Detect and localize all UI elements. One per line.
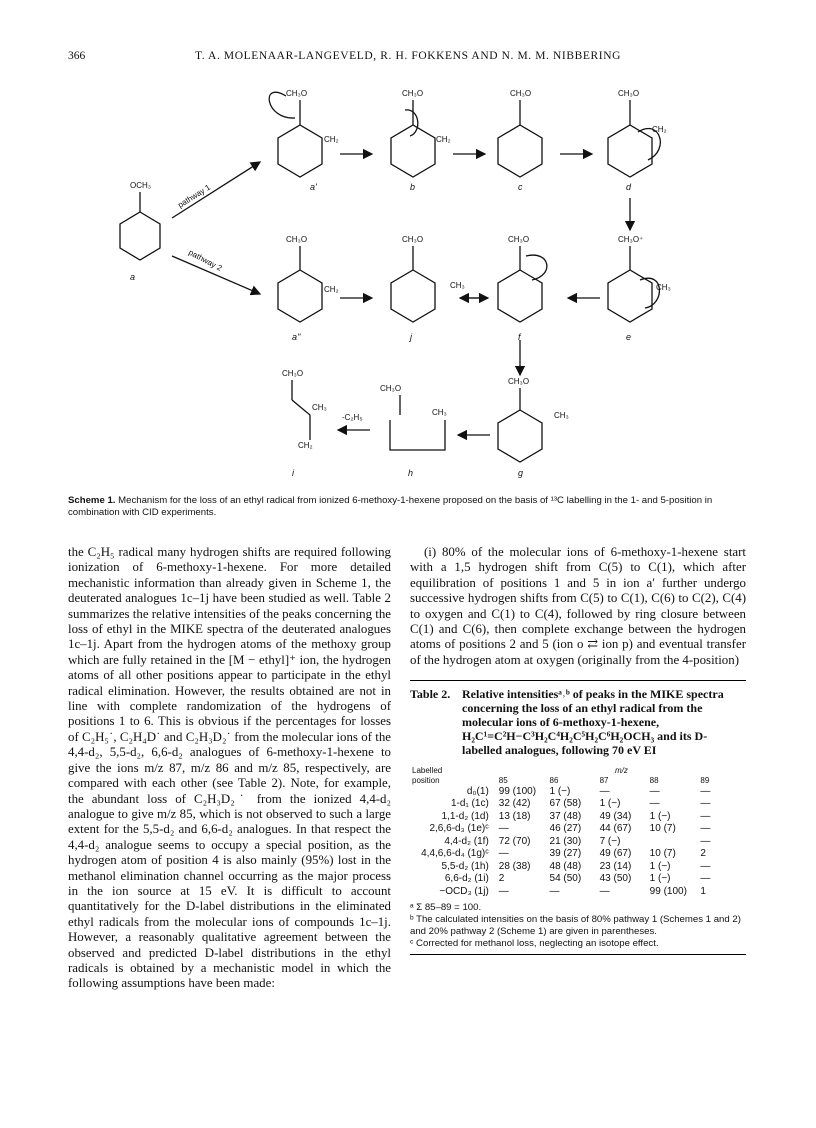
cell bbox=[648, 835, 699, 848]
cell: 23 (14) bbox=[599, 860, 632, 872]
table-row bbox=[410, 823, 746, 836]
left-column-text: the C₂H₅ radical many hydrogen shifts are required following ionization of 6-methoxy-1-hexene. For more detailed mechanistic information than already given in Scheme 1, the deuterated analogues 1c–1j have been studied as well. Table 2 summarizes the relative intensities of the peaks concerning the loss of ethyl in the MIKE spectra of the deuterated analogues 1c–1j. Apart from the hydrogen atoms of the methoxy group which are fully retained in the [M − ethyl]⁺ ion, the hydrogen atoms of all other positions appear to participate in the ethyl radical elimination. However, the results obtained are not in line with complete randomization of the hydrogens of positions 1 to 6. This is obvious if the percentages for losses of C₂H₅˙, C₂H₄D˙ and C₂H₃D₂˙ from the molecular ions of the 4,4-d₂, 5,5-d₂, 6,6-d₂ analogues of 6-methoxy-1-hexene to give the ions m/z 87, m/z 86 and m/z 85, respectively, are compared with each other (see Table 2). Note, for example, the abundant loss of C₂H₃D₂˙ from the ionized 4,4-d₂ analogue to give m/z 85, which is not observed to such a large extent for the 5,5-d₂ and 6,6-d₂ analogues. In that respect the 4,4-d₂ analogue seems to occupy a special position, as the hydrogen atom of position 4 is also mainly (95%) lost in the methanol elimination channel occurring as the major process in the ion source at 15 eV. It is difficult to account quantitatively for the D-label distributions in the eliminated ethyl radicals from the molecular ions of compounds 1c–1j. However, a reasonably qualitative agreement between the observed and predicted D-label distributions in the ethyl radicals is obtained by a mechanistic model in which the following assumptions have been made: bbox=[68, 545, 391, 991]
cell: 1 (−) bbox=[599, 798, 621, 810]
table-row bbox=[410, 848, 746, 861]
cell: — bbox=[700, 835, 711, 847]
svg-text:b: b bbox=[410, 182, 416, 192]
svg-text:a: a bbox=[130, 272, 136, 282]
cell: — bbox=[599, 785, 610, 797]
svg-text:i: i bbox=[292, 468, 294, 478]
cell: 28 (38) bbox=[498, 860, 531, 872]
footnote-b: ᵇ The calculated intensities on the basis of 80% pathway 1 (Schemes 1 and 2) and 20% pathway 2 (Scheme 1) are given in parentheses. bbox=[410, 914, 741, 937]
svg-text:CH₂: CH₂ bbox=[324, 135, 339, 144]
cell: 32 (42) bbox=[498, 798, 531, 810]
row-label: 1-d₁ (1c) bbox=[450, 798, 489, 810]
svg-text:CH₃: CH₃ bbox=[656, 283, 671, 292]
head-mz: m/z bbox=[614, 765, 628, 775]
svg-text:CH₃O: CH₃O bbox=[618, 89, 640, 98]
table-title bbox=[410, 687, 746, 757]
svg-text:h: h bbox=[408, 468, 414, 478]
table-row bbox=[410, 798, 746, 811]
svg-text:OCH₃: OCH₃ bbox=[130, 181, 152, 190]
cell: 1 bbox=[700, 885, 706, 897]
cell: 2 bbox=[498, 873, 505, 885]
cell: 43 (50) bbox=[599, 873, 632, 885]
svg-text:a'': a'' bbox=[292, 332, 301, 342]
cell: 49 (67) bbox=[599, 848, 632, 860]
table-row bbox=[410, 860, 746, 873]
svg-text:CH₂: CH₂ bbox=[652, 125, 667, 134]
row-label: −OCD₃ (1j) bbox=[439, 885, 489, 897]
running-authors: T. A. MOLENAAR-LANGEVELD, R. H. FOKKENS AND N. M. M. NIBBERING bbox=[194, 50, 622, 62]
head-col: 88 bbox=[649, 775, 659, 785]
cell: 99 (100) bbox=[498, 785, 537, 797]
svg-text:a': a' bbox=[310, 182, 317, 192]
table-top-rule bbox=[410, 680, 746, 681]
svg-text:CH₃: CH₃ bbox=[312, 403, 327, 412]
svg-text:CH₃O: CH₃O bbox=[380, 384, 402, 393]
cell: — bbox=[498, 848, 509, 860]
svg-text:CH₃: CH₃ bbox=[450, 281, 465, 290]
caption-label: Scheme 1. bbox=[68, 495, 116, 506]
row-label: 4,4,6,6-d₄ (1g)ᶜ bbox=[421, 848, 489, 860]
svg-text:CH₃O⁺: CH₃O⁺ bbox=[618, 235, 644, 244]
table-row bbox=[410, 835, 746, 848]
cell: 99 (100) bbox=[649, 885, 687, 897]
cell: — bbox=[649, 798, 660, 810]
cell: 54 (50) bbox=[549, 873, 582, 885]
cell: 67 (58) bbox=[549, 798, 582, 810]
row-label: 4,4-d₂ (1f) bbox=[444, 835, 489, 847]
svg-text:CH₃O: CH₃O bbox=[508, 235, 530, 244]
cell: 48 (48) bbox=[549, 860, 582, 872]
table-body bbox=[410, 765, 746, 898]
svg-text:CH₃O: CH₃O bbox=[286, 89, 308, 98]
table-row bbox=[410, 785, 746, 798]
right-column-text: (i) 80% of the molecular ions of 6-methoxy-1-hexene start with a 1,5 hydrogen shift from C(5) to C(1), which after equilibration of positions 1 and 5 in ion a′ further undergo successive hydrogen shifts from C(5) to C(1), C(6) to C(2), C(4) to oxygen and C(1) to C(4), followed by ring closure between C(1) and C(6), then complete exchange between the hydrogen atoms of positions 2 and 5 (ion o ⇄ ion p) and eventual transfer of the hydrogen atom at oxygen (originally from the 4-position) bbox=[410, 545, 746, 667]
cell: 72 (70) bbox=[498, 835, 531, 847]
svg-text:CH₃O: CH₃O bbox=[508, 377, 530, 386]
table-head-row-1 bbox=[410, 765, 746, 775]
table-head-row-2 bbox=[410, 775, 746, 785]
svg-text:d: d bbox=[626, 182, 632, 192]
cell: — bbox=[599, 885, 610, 897]
row-label: 5,5-d₂ (1h) bbox=[441, 860, 489, 872]
cell: — bbox=[700, 810, 711, 822]
svg-text:CH₂: CH₂ bbox=[298, 441, 313, 450]
svg-text:CH₃: CH₃ bbox=[554, 411, 569, 420]
head-col: 89 bbox=[700, 775, 710, 785]
table-row bbox=[410, 885, 746, 898]
cell: 2 bbox=[700, 848, 706, 860]
table-bottom-rule bbox=[410, 954, 746, 955]
page-number: 366 bbox=[68, 50, 86, 62]
cell: 1 (−) bbox=[649, 810, 671, 822]
svg-text:CH₃O: CH₃O bbox=[402, 89, 424, 98]
cell: 21 (30) bbox=[549, 835, 582, 847]
cell: 7 (−) bbox=[599, 835, 621, 847]
cell: 37 (48) bbox=[549, 810, 582, 822]
footnote-c: ᶜ Corrected for methanol loss, neglecting an isotope effect. bbox=[410, 938, 659, 949]
svg-text:CH₃O: CH₃O bbox=[402, 235, 424, 244]
caption-text: Mechanism for the loss of an ethyl radical from ionized 6-methoxy-1-hexene proposed on the basis of ¹³C labelling in the 1- and 5-position in combination with CID experiments. bbox=[68, 495, 713, 518]
scheme-1-figure bbox=[60, 70, 750, 490]
head-labelled: Labelled bbox=[412, 765, 443, 775]
svg-text:CH₃: CH₃ bbox=[432, 408, 447, 417]
svg-text:pathway 2: pathway 2 bbox=[187, 247, 224, 273]
head-col: 86 bbox=[549, 775, 559, 785]
table-number: Table 2. bbox=[410, 687, 451, 701]
cell: 1 (−) bbox=[649, 860, 671, 872]
cell: — bbox=[700, 785, 711, 797]
cell: — bbox=[649, 785, 660, 797]
cell: 10 (7) bbox=[649, 823, 676, 835]
cell: — bbox=[700, 798, 711, 810]
row-label: d₀(1) bbox=[466, 785, 489, 797]
svg-text:g: g bbox=[518, 468, 524, 478]
svg-text:e: e bbox=[626, 332, 632, 342]
cell: 1 (−) bbox=[549, 785, 571, 797]
table-row bbox=[410, 810, 746, 823]
svg-text:pathway 1: pathway 1 bbox=[176, 182, 212, 210]
table-2 bbox=[410, 680, 746, 955]
cell: — bbox=[700, 860, 711, 872]
cell: 10 (7) bbox=[649, 848, 676, 860]
cell: 13 (18) bbox=[498, 810, 531, 822]
head-col: 87 bbox=[599, 775, 609, 785]
row-label: 1,1-d₂ (1d) bbox=[441, 810, 489, 822]
svg-text:CH₃O: CH₃O bbox=[282, 369, 304, 378]
cell: 44 (67) bbox=[599, 823, 632, 835]
table-caption: Relative intensitiesᵃ˒ᵇ of peaks in the MIKE spectra concerning the loss of an ethyl radical from the molecular ions of 6-methoxy-1-hexene, H₂C¹=C²H−C³H₂C⁴H₂C⁵H₂C⁶H₂OCH₃ and its D-labelled analogues, following 70 eV EI bbox=[462, 687, 724, 757]
svg-text:CH₂: CH₂ bbox=[436, 135, 451, 144]
cell: 46 (27) bbox=[549, 823, 582, 835]
row-label: 6,6-d₂ (1i) bbox=[444, 873, 489, 885]
cell: — bbox=[498, 885, 509, 897]
cell: 49 (34) bbox=[599, 810, 632, 822]
left-column bbox=[68, 545, 391, 992]
table-footnotes bbox=[410, 902, 746, 950]
table-row bbox=[410, 873, 746, 886]
svg-text:CH₃O: CH₃O bbox=[510, 89, 532, 98]
cell: 1 (−) bbox=[649, 873, 671, 885]
scheme-caption bbox=[68, 495, 758, 519]
svg-text:j: j bbox=[410, 332, 412, 342]
cell: 39 (27) bbox=[549, 848, 582, 860]
row-label: 2,6,6-d₃ (1e)ᶜ bbox=[429, 823, 489, 835]
head-col: 85 bbox=[498, 775, 508, 785]
footnote-a: ᵃ Σ 85–89 = 100. bbox=[410, 901, 482, 913]
cell: — bbox=[498, 823, 509, 835]
svg-text:CH₃O: CH₃O bbox=[286, 235, 308, 244]
right-column bbox=[410, 545, 746, 668]
svg-text:c: c bbox=[518, 182, 523, 192]
head-position: position bbox=[412, 775, 440, 785]
cell: — bbox=[700, 823, 711, 835]
svg-text:-C₂H₅: -C₂H₅ bbox=[342, 413, 363, 422]
cell: — bbox=[700, 873, 711, 885]
cell: — bbox=[549, 885, 560, 897]
svg-text:CH₂: CH₂ bbox=[324, 285, 339, 294]
svg-text:f: f bbox=[518, 332, 521, 342]
